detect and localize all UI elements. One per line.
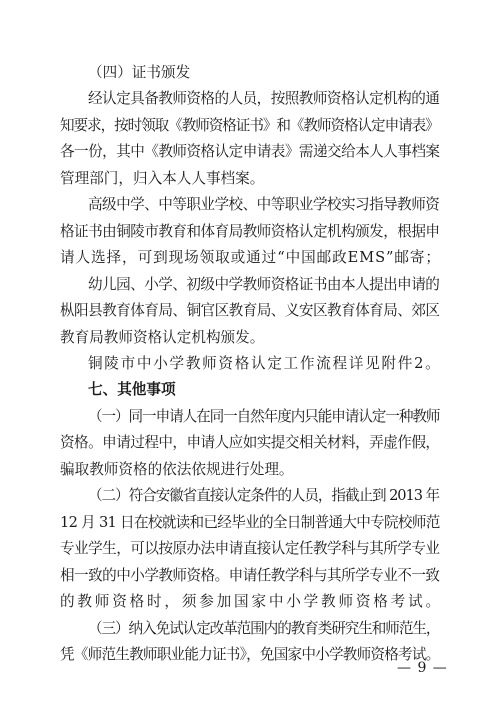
paragraph-line: 相一致的中小学教师资格。申请任教学科与其所学专业不一致	[60, 567, 440, 584]
paragraph-line: 12 月 31 日在校就读和已经毕业的全日制普通大中专院校师范	[60, 514, 440, 531]
paragraph-line: 教育局教师资格认定机构颁发。	[60, 329, 265, 346]
paragraph-line: 的教师资格时，须参加国家中小学教师资格考试。	[60, 593, 443, 610]
paragraph-line: 资格。申请过程中，申请人应如实提交相关材料，弄虚作假，	[60, 434, 440, 451]
paragraph-line: 凭《师范生教师职业能力证书》，免国家中小学教师资格考试。	[60, 646, 440, 663]
section-heading: 七、其他事项	[88, 381, 176, 398]
paragraph-line: 幼儿园、小学、初级中学教师资格证书由本人提出申请的	[88, 276, 440, 293]
paragraph-line: 知要求，按时领取《教师资格证书》和《教师资格认定申请表》	[60, 117, 439, 134]
paragraph-line: （三）纳入免试认定改革范围内的教育类研究生和师范生，	[88, 620, 440, 637]
paragraph-line: 高级中学、中等职业学校、中等职业学校实习指导教师资	[88, 196, 440, 213]
paragraph-line: 请人选择，可到现场领取或通过“中国邮政EMS”邮寄；	[60, 249, 441, 266]
paragraph-line: （二）符合安徽省直接认定条件的人员，指截止到 2013 年	[88, 487, 440, 504]
page-number: — 9 —	[397, 660, 448, 676]
paragraph-line: 经认定具备教师资格的人员，按照教师资格认定机构的通	[88, 90, 440, 107]
paragraph-line: 枞阳县教育体育局、铜官区教育局、义安区教育体育局、郊区	[60, 302, 440, 319]
paragraph-line: 管理部门，归入本人人事档案。	[60, 170, 265, 187]
paragraph-line: 格证书由铜陵市教育和体育局教师资格认定机构颁发，根据申	[60, 223, 440, 240]
section-subheading: （四）证书颁发	[88, 64, 191, 81]
paragraph-line: 铜陵市中小学教师资格认定工作流程详见附件2。	[88, 355, 442, 372]
paragraph-line: 骗取教师资格的依法依规进行处理。	[60, 461, 294, 478]
paragraph-line: 专业学生，可以按原办法申请直接认定任教学科与其所学专业	[60, 540, 440, 557]
paragraph-line: 各一份，其中《教师资格认定申请表》需递交给本人人事档案	[60, 143, 440, 160]
paragraph-line: （一）同一申请人在同一自然年度内只能申请认定一种教师	[88, 408, 440, 425]
